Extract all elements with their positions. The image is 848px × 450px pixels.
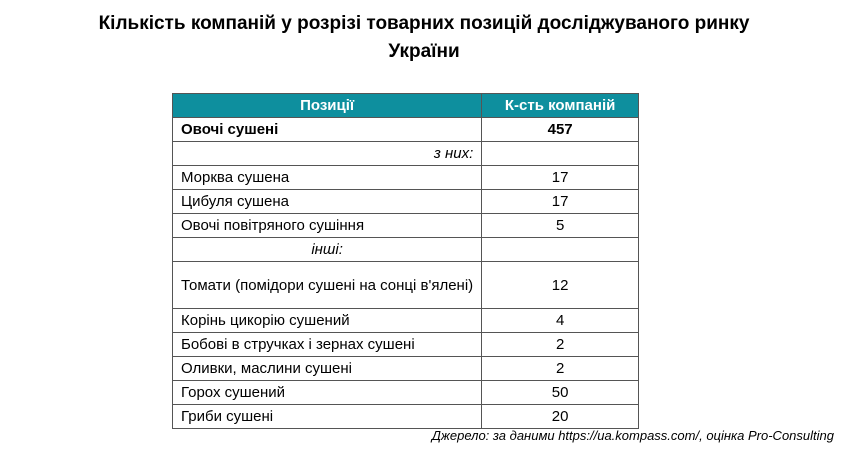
table-header-row <box>173 94 639 118</box>
row-label: Корінь цикорію сушений <box>173 309 482 333</box>
table-row <box>173 166 639 190</box>
table-row <box>173 405 639 429</box>
header-count: К-сть компаній <box>482 94 639 118</box>
row-label: Гриби сушені <box>173 405 482 429</box>
title-line-2: України <box>388 41 460 62</box>
table-row <box>173 357 639 381</box>
table-row <box>173 190 639 214</box>
page-title <box>0 10 848 66</box>
title-line-1: Кількість компаній у розрізі товарних позицій досліджуваного ринку <box>98 13 750 34</box>
row-value: 17 <box>482 190 639 214</box>
table-row <box>173 333 639 357</box>
subheader-label: інші: <box>173 238 482 262</box>
empty-cell <box>482 238 639 262</box>
row-value: 457 <box>482 118 639 142</box>
row-value: 20 <box>482 405 639 429</box>
empty-cell <box>482 142 639 166</box>
row-value: 50 <box>482 381 639 405</box>
table-row <box>173 262 639 309</box>
row-value: 2 <box>482 357 639 381</box>
table-row-subheader <box>173 238 639 262</box>
row-value: 2 <box>482 333 639 357</box>
row-label: Цибуля сушена <box>173 190 482 214</box>
row-value: 12 <box>482 262 639 309</box>
header-position: Позиції <box>173 94 482 118</box>
row-label: Овочі сушені <box>173 118 482 142</box>
row-label: Бобові в стручках і зернах сушені <box>173 333 482 357</box>
table-row <box>173 309 639 333</box>
table-row-total <box>173 118 639 142</box>
companies-table <box>172 93 639 429</box>
subheader-label: з них: <box>173 142 482 166</box>
table-row-subheader <box>173 142 639 166</box>
row-value: 5 <box>482 214 639 238</box>
row-value: 17 <box>482 166 639 190</box>
row-label: Овочі повітряного сушіння <box>173 214 482 238</box>
row-value: 4 <box>482 309 639 333</box>
table-row <box>173 214 639 238</box>
row-label: Горох сушений <box>173 381 482 405</box>
source-note: Джерело: за даними https://ua.kompass.com/, оцінка Pro-Consulting <box>431 428 834 443</box>
row-label: Морква сушена <box>173 166 482 190</box>
row-label: Оливки, маслини сушені <box>173 357 482 381</box>
row-label: Томати (помідори сушені на сонці в'ялені) <box>173 262 482 309</box>
table-row <box>173 381 639 405</box>
